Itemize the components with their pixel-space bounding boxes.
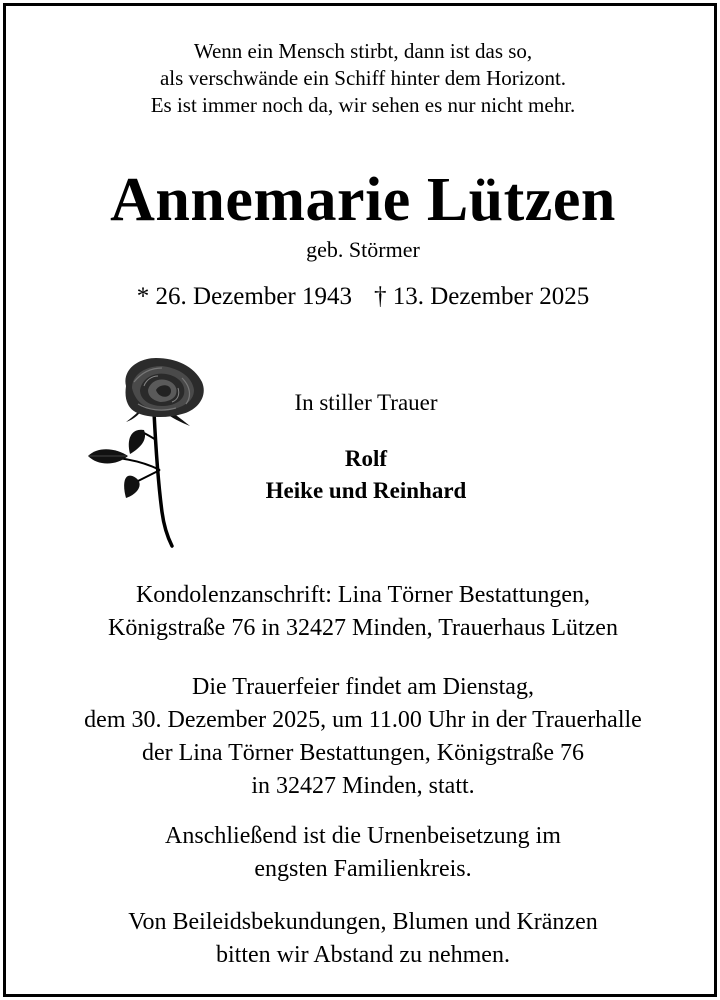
condolence-line: Königstraße 76 in 32427 Minden, Trauerhaus Lützen — [108, 615, 618, 641]
rose-icon — [82, 352, 214, 548]
mourners-list — [206, 443, 526, 507]
request-line: Von Beileidsbekundungen, Blumen und Kränzen — [128, 909, 598, 935]
mourner-name: Heike und Reinhard — [265, 478, 467, 503]
birth-date: * 26. Dezember 1943 — [136, 283, 352, 310]
condolence-request — [6, 906, 720, 972]
burial-line: engsten Familienkreis. — [254, 856, 472, 882]
burial-info — [6, 820, 720, 886]
motto-line: Wenn ein Mensch stirbt, dann ist das so, — [193, 39, 533, 63]
motto-quote — [6, 38, 720, 119]
motto-line: als verschwände ein Schiff hinter dem Horizont. — [159, 66, 567, 90]
birth-name: geb. Störmer — [306, 237, 420, 262]
mourner-name: Rolf — [344, 446, 388, 471]
burial-line: Anschließend ist die Urnenbeisetzung im — [165, 823, 561, 849]
ceremony-line: dem 30. Dezember 2025, um 11.00 Uhr in der Trauerhalle — [84, 707, 642, 733]
condolence-line: Kondolenzanschrift: Lina Törner Bestattungen, — [135, 582, 591, 608]
life-dates — [6, 281, 720, 313]
mourning-label: In stiller Trauer — [294, 390, 438, 415]
obituary-notice — [3, 3, 717, 997]
request-line: bitten wir Abstand zu nehmen. — [216, 942, 510, 968]
deceased-name: Annemarie Lützen — [110, 166, 616, 234]
ceremony-line: Die Trauerfeier findet am Dienstag, — [192, 674, 534, 700]
condolence-address — [6, 579, 720, 645]
ceremony-info — [6, 671, 720, 803]
ceremony-line: der Lina Törner Bestattungen, Königstraße 76 — [141, 740, 585, 766]
death-date: † 13. Dezember 2025 — [374, 283, 590, 310]
motto-line: Es ist immer noch da, wir sehen es nur nicht mehr. — [150, 93, 576, 117]
ceremony-line: in 32427 Minden, statt. — [251, 773, 475, 799]
